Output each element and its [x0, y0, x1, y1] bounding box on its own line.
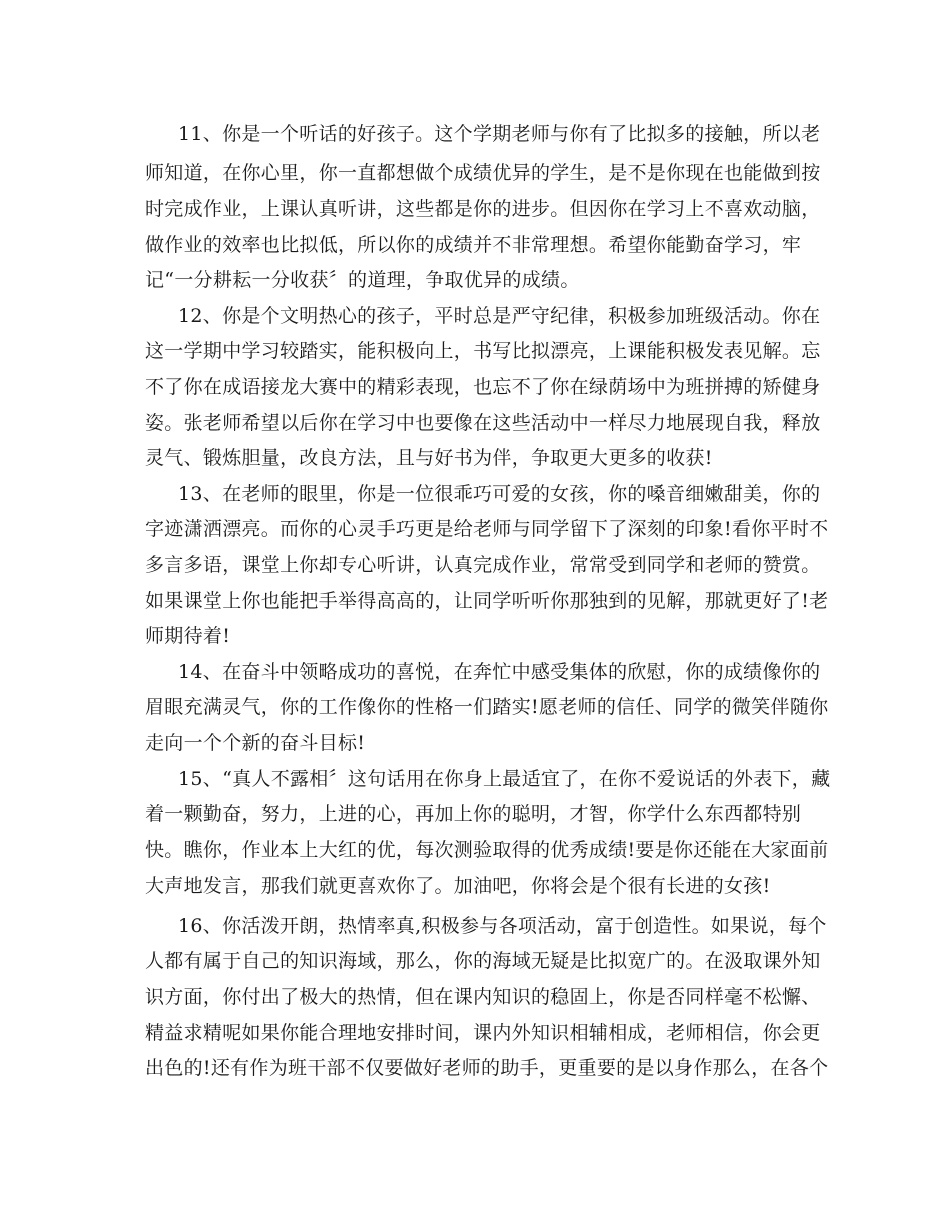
- text-line: 快。瞧你，作业本上大红的优，每次测验取得的优秀成绩!要是你还能在大家面前: [145, 839, 829, 861]
- text-line: 16、你活泼开朗，热情率真,积极参与各项活动，富于创造性。如果说，每个: [178, 915, 827, 937]
- text-line: 字迹潇洒漂亮。而你的心灵手巧更是给老师与同学留下了深刻的印象!看你平时不: [145, 518, 829, 540]
- text-line: 15、“真人不露相〞这句话用在你身上最适宜了，在你不爱说话的外表下，藏: [178, 768, 831, 790]
- text-line: 13、在老师的眼里，你是一位很乖巧可爱的女孩，你的嗓音细嫩甜美，你的: [178, 483, 821, 505]
- text-line: 如果课堂上你也能把手举得高高的，让同学听听你那独到的见解，那就更好了!老: [145, 590, 829, 612]
- text-line: 不了你在成语接龙大赛中的精彩表现，也忘不了你在绿荫场中为班拼搏的矫健身: [145, 376, 821, 398]
- text-line: 人都有属于自己的知识海域，那么，你的海域无疑是比拟宽广的。在汲取课外知: [145, 950, 821, 972]
- text-line: 着一颗勤奋，努力，上进的心，再加上你的聪明，才智，你学什么东西都特别: [145, 803, 802, 825]
- text-line: 记“一分耕耘一分收获〞的道理，争取优异的成绩。: [145, 269, 580, 291]
- text-line: 姿。张老师希望以后你在学习中也要像在这些活动中一样尽力地展现自我，释放: [145, 412, 821, 434]
- text-line: 这一学期中学习较踏实，能积极向上，书写比拟漂亮，上课能积极发表见解。忘: [145, 340, 821, 362]
- text-line: 出色的!还有作为班干部不仅要做好老师的助手，更重要的是以身作那么，在各个: [145, 1057, 829, 1079]
- text-line: 识方面，你付出了极大的热情，但在课内知识的稳固上，你是否同样毫不松懈、: [145, 986, 821, 1008]
- text-line: 12、你是个文明热心的孩子，平时总是严守纪律，积极参加班级活动。你在: [178, 305, 821, 327]
- text-line: 灵气、锻炼胆量，改良方法，且与好书为伴，争取更大更多的收获!: [145, 447, 713, 469]
- text-line: 11、你是一个听话的好孩子。这个学期老师与你有了比拟多的接触，所以老: [178, 123, 821, 145]
- text-line: 精益求精呢如果你能合理地安排时间，课内外知识相辅相成，老师相信，你会更: [145, 1022, 821, 1044]
- text-line: 时完成作业，上课认真听讲，这些都是你的进步。但因你在学习上不喜欢动脑，: [145, 198, 821, 220]
- text-line: 14、在奋斗中领略成功的喜悦，在奔忙中感受集体的欣慰，你的成绩像你的: [178, 661, 821, 683]
- text-line: 师期待着!: [145, 625, 231, 647]
- text-line: 走向一个个新的奋斗目标!: [145, 732, 366, 754]
- text-line: 眉眼充满灵气，你的工作像你的性格一们踏实!愿老师的信任、同学的微笑伴随你: [145, 696, 829, 718]
- text-line: 多言多语，课堂上你却专心听讲，认真完成作业，常常受到同学和老师的赞赏。: [145, 554, 821, 576]
- text-line: 师知道，在你心里，你一直都想做个成绩优异的学生，是不是你现在也能做到按: [145, 162, 821, 184]
- text-line: 大声地发言，那我们就更喜欢你了。加油吧，你将会是个很有长进的女孩!: [145, 875, 771, 897]
- text-line: 做作业的效率也比拟低，所以你的成绩并不非常理想。希望你能勤奋学习，牢: [145, 234, 802, 256]
